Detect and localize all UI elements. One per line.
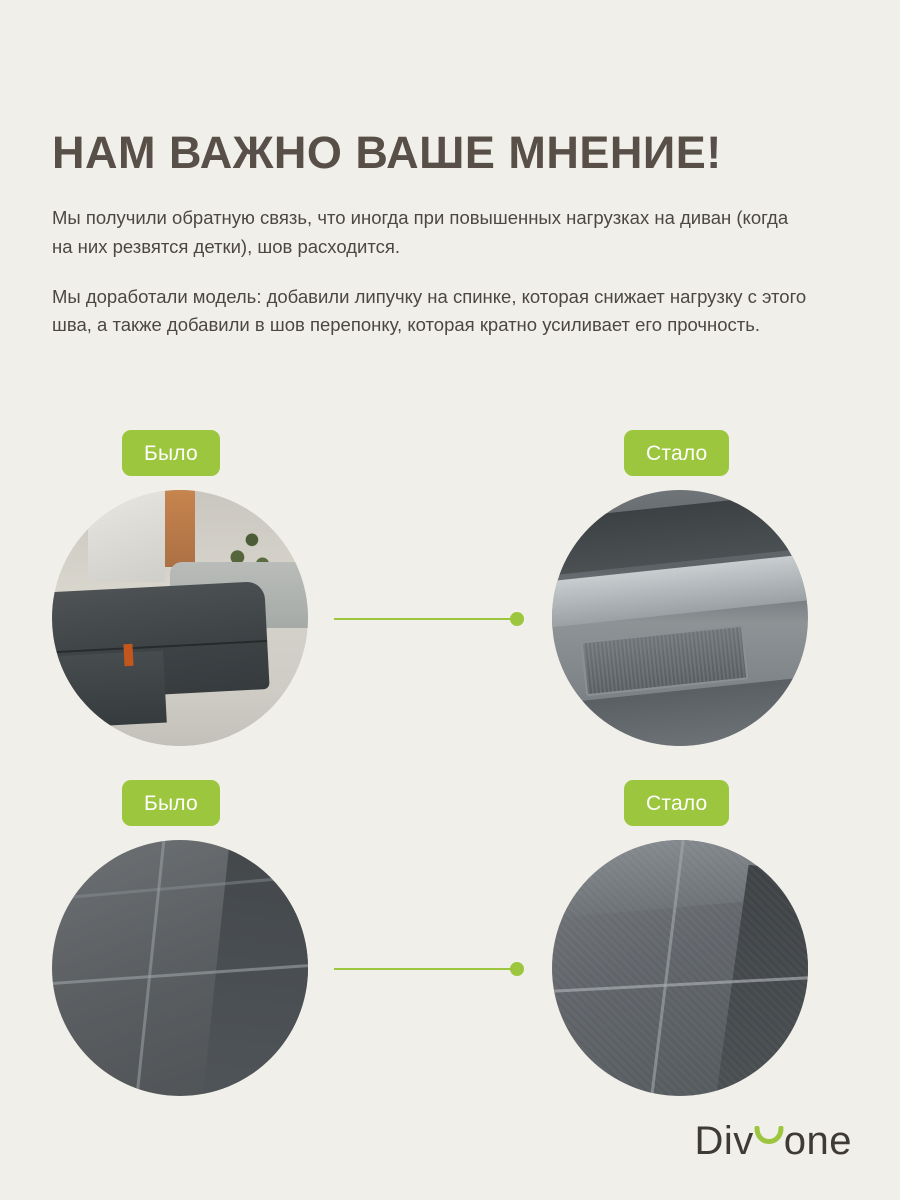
brand-logo bbox=[694, 1114, 852, 1164]
intro-paragraph-1: Мы получили обратную связь, что иногда при повышенных нагрузках на диван (когда на них резвятся детки), шов расходится. bbox=[52, 207, 789, 257]
comparison-block-2 bbox=[52, 780, 848, 1100]
comparison-block-1 bbox=[52, 430, 848, 750]
logo-text-after: one bbox=[783, 1119, 852, 1163]
before-badge-1: Было bbox=[122, 430, 220, 476]
smile-arc-icon bbox=[754, 1114, 784, 1154]
sofa-arm-seam-before-photo bbox=[52, 490, 308, 746]
logo-text-before: Div bbox=[694, 1119, 754, 1163]
after-badge-2: Стало bbox=[624, 780, 729, 826]
comparison-2-labels bbox=[52, 780, 848, 830]
before-badge-2: Было bbox=[122, 780, 220, 826]
comparison-2-photos bbox=[52, 840, 848, 1100]
fabric-seam-before-photo bbox=[52, 840, 308, 1096]
comparison-1-photos bbox=[52, 490, 848, 750]
comparison-1-arrow bbox=[334, 612, 534, 626]
intro-paragraph-2: Мы доработали модель: добавили липучку на спинке, которая снижает нагрузку с этого шва, а также добавили в шов перепонку, которая кратно усиливает его прочность. bbox=[52, 285, 807, 335]
sofa-back-velcro-after-photo bbox=[552, 490, 808, 746]
after-badge-1: Стало bbox=[624, 430, 729, 476]
comparison-2-arrow bbox=[334, 962, 534, 976]
page-title: НАМ ВАЖНО ВАШЕ МНЕНИЕ! bbox=[52, 127, 722, 178]
comparison-1-labels bbox=[52, 430, 848, 480]
fabric-seam-reinforced-after-photo bbox=[552, 840, 808, 1096]
